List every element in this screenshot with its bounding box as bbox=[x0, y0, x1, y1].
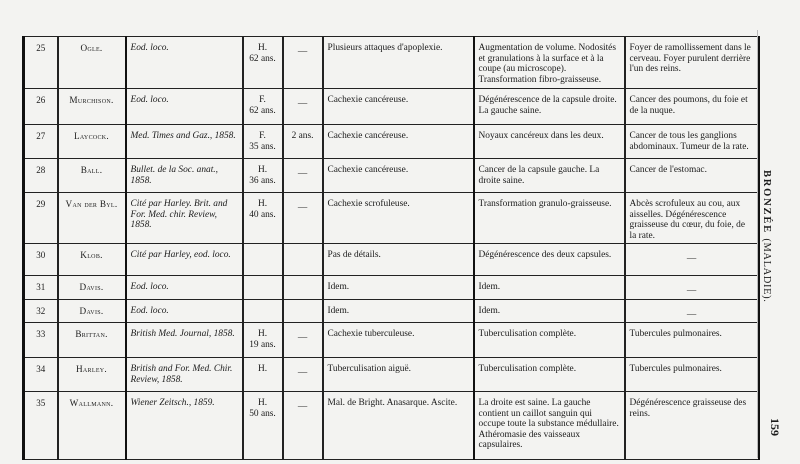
author-name-cell bbox=[58, 193, 126, 244]
source-reference-cell bbox=[126, 392, 243, 460]
other-lesions-text: Tubercules pulmonaires. bbox=[629, 364, 722, 375]
case-rows bbox=[24, 37, 759, 460]
symptoms-cell bbox=[323, 159, 474, 193]
source-reference-text: Eod. loco. bbox=[130, 282, 169, 293]
other-lesions-cell bbox=[625, 159, 759, 193]
author-name-cell bbox=[58, 159, 126, 193]
capsule-findings-cell bbox=[474, 125, 625, 159]
table-row bbox=[24, 37, 759, 89]
sex-age-cell bbox=[243, 159, 283, 193]
case-number-cell bbox=[24, 299, 58, 323]
duration-text: — bbox=[297, 402, 308, 413]
case-number-text: 31 bbox=[36, 282, 46, 293]
age-text: 62 ans. bbox=[249, 53, 276, 64]
case-number-text: 34 bbox=[36, 364, 46, 375]
symptoms-text: Cachexie cancéreuse. bbox=[327, 95, 409, 105]
source-reference-cell bbox=[126, 358, 243, 392]
other-lesions-text: Cancer des poumons, du foie et de la nuque. bbox=[629, 95, 748, 116]
capsule-findings-cell bbox=[474, 37, 625, 89]
symptoms-text: Cachexie cancéreuse. bbox=[327, 165, 409, 175]
age-text: 19 ans. bbox=[249, 339, 276, 350]
duration-cell bbox=[283, 299, 323, 323]
duration-cell bbox=[283, 125, 323, 159]
author-name-text: Van der Byl. bbox=[65, 199, 118, 209]
source-reference-text: Wiener Zeitsch., 1859. bbox=[130, 398, 215, 409]
source-reference-cell bbox=[126, 125, 243, 159]
duration-text: — bbox=[297, 169, 308, 179]
duration-cell bbox=[283, 159, 323, 193]
capsule-findings-cell bbox=[474, 299, 625, 323]
capsule-findings-text: Noyaux cancéreux dans les deux. bbox=[478, 131, 604, 141]
case-number-text: 27 bbox=[36, 131, 46, 141]
symptoms-text: Idem. bbox=[327, 305, 350, 316]
source-reference-text: Med. Times and Gaz., 1858. bbox=[130, 131, 236, 141]
case-number-text: 28 bbox=[36, 165, 46, 175]
age-text: 62 ans. bbox=[249, 105, 276, 116]
duration-cell bbox=[283, 89, 323, 125]
age-text: 36 ans. bbox=[249, 175, 276, 186]
duration-text: — bbox=[297, 333, 308, 344]
case-number-text: 32 bbox=[36, 305, 46, 316]
other-lesions-cell bbox=[625, 299, 759, 323]
author-name-text: Harley. bbox=[75, 364, 108, 375]
other-lesions-text: — bbox=[686, 286, 697, 297]
table-row bbox=[24, 193, 759, 244]
sex-age-cell bbox=[243, 244, 283, 276]
symptoms-cell bbox=[323, 89, 474, 125]
page-number: 159 bbox=[768, 418, 782, 436]
duration-cell bbox=[283, 392, 323, 460]
author-name-cell bbox=[58, 89, 126, 125]
sex-age-cell bbox=[243, 299, 283, 323]
duration-cell bbox=[283, 244, 323, 276]
other-lesions-text: Foyer de ramollissement dans le cerveau. Foyer purulent derrière l'un des reins. bbox=[629, 43, 751, 75]
source-reference-text: British and For. Med. Chir. Review, 1858. bbox=[130, 364, 233, 385]
age-text: 35 ans. bbox=[249, 141, 276, 152]
other-lesions-cell bbox=[625, 125, 759, 159]
author-name-text: Ball. bbox=[80, 165, 103, 175]
source-reference-text: Eod. loco. bbox=[130, 43, 169, 53]
capsule-findings-cell bbox=[474, 276, 625, 300]
source-reference-cell bbox=[126, 299, 243, 323]
other-lesions-cell bbox=[625, 193, 759, 244]
case-number-cell bbox=[24, 89, 58, 125]
author-name-text: Davis. bbox=[79, 305, 104, 316]
duration-cell bbox=[283, 323, 323, 358]
source-reference-cell bbox=[126, 244, 243, 276]
author-name-text: Klob. bbox=[80, 250, 103, 261]
case-number-cell bbox=[24, 244, 58, 276]
capsule-findings-cell bbox=[474, 193, 625, 244]
author-name-cell bbox=[58, 299, 126, 323]
case-number-cell bbox=[24, 392, 58, 460]
duration-text: 2 ans. bbox=[291, 131, 314, 141]
sex-text: H. bbox=[257, 165, 268, 175]
running-head-title: BRONZÉE bbox=[761, 170, 772, 234]
table-row bbox=[24, 244, 759, 276]
duration-text: — bbox=[297, 368, 308, 379]
symptoms-cell bbox=[323, 125, 474, 159]
source-reference-text: Cité par Harley. Brit. and For. Med. chir. Review, 1858. bbox=[130, 199, 228, 231]
page-edge-rule bbox=[757, 30, 758, 458]
case-table bbox=[22, 36, 760, 460]
other-lesions-cell bbox=[625, 276, 759, 300]
case-number-text: 25 bbox=[36, 43, 46, 53]
sex-age-cell bbox=[243, 276, 283, 300]
symptoms-cell bbox=[323, 193, 474, 244]
case-number-cell bbox=[24, 193, 58, 244]
case-number-text: 26 bbox=[36, 95, 46, 105]
case-number-text: 30 bbox=[36, 250, 46, 261]
author-name-cell bbox=[58, 37, 126, 89]
symptoms-text: Cachexie scrofuleuse. bbox=[327, 199, 410, 209]
capsule-findings-text: Dégénérescence de la capsule droite. La gauche saine. bbox=[478, 95, 617, 116]
sex-age-cell bbox=[243, 89, 283, 125]
duration-text: — bbox=[297, 47, 308, 57]
sex-age-cell bbox=[243, 392, 283, 460]
source-reference-text: Eod. loco. bbox=[130, 95, 169, 105]
duration-text: — bbox=[297, 203, 308, 213]
sex-text: F. bbox=[259, 131, 266, 141]
sex-age-cell bbox=[243, 37, 283, 89]
capsule-findings-text: Idem. bbox=[478, 282, 501, 293]
symptoms-cell bbox=[323, 276, 474, 300]
capsule-findings-text: Idem. bbox=[478, 305, 501, 316]
sex-text: H. bbox=[257, 398, 268, 409]
capsule-findings-cell bbox=[474, 244, 625, 276]
case-number-cell bbox=[24, 125, 58, 159]
symptoms-text: Cachexie cancéreuse. bbox=[327, 131, 409, 141]
capsule-findings-text: Tuberculisation complète. bbox=[478, 329, 577, 340]
author-name-text: Wallmann. bbox=[69, 398, 114, 409]
table-row bbox=[24, 392, 759, 460]
capsule-findings-text: Tuberculisation complète. bbox=[478, 364, 577, 375]
table-row bbox=[24, 159, 759, 193]
capsule-findings-text: Augmentation de volume. Nodosités et granulations à la surface et à la coupe (au microscope). Transformation fibro-graisseuse. bbox=[478, 43, 616, 85]
symptoms-text: Tuberculisation aiguë. bbox=[327, 364, 411, 375]
author-name-text: Brittan. bbox=[75, 329, 108, 340]
sex-text: H. bbox=[257, 329, 268, 340]
source-reference-cell bbox=[126, 37, 243, 89]
capsule-findings-cell bbox=[474, 392, 625, 460]
capsule-findings-cell bbox=[474, 358, 625, 392]
other-lesions-cell bbox=[625, 244, 759, 276]
capsule-findings-cell bbox=[474, 89, 625, 125]
duration-cell bbox=[283, 193, 323, 244]
table-row bbox=[24, 299, 759, 323]
author-name-text: Laycock. bbox=[73, 131, 110, 141]
symptoms-cell bbox=[323, 358, 474, 392]
source-reference-cell bbox=[126, 89, 243, 125]
sex-text: H. bbox=[257, 364, 268, 375]
symptoms-cell bbox=[323, 323, 474, 358]
case-number-text: 35 bbox=[36, 398, 46, 409]
source-reference-cell bbox=[126, 276, 243, 300]
sex-age-cell bbox=[243, 323, 283, 358]
symptoms-cell bbox=[323, 392, 474, 460]
capsule-findings-text: Dégénérescence des deux capsules. bbox=[478, 250, 612, 261]
duration-cell bbox=[283, 37, 323, 89]
case-number-text: 33 bbox=[36, 329, 46, 340]
other-lesions-text: — bbox=[686, 309, 697, 320]
sex-age-cell bbox=[243, 193, 283, 244]
sex-age-cell bbox=[243, 358, 283, 392]
source-reference-text: Eod. loco. bbox=[130, 305, 169, 316]
author-name-text: Murchison. bbox=[69, 95, 114, 105]
symptoms-text: Plusieurs attaques d'apoplexie. bbox=[327, 43, 443, 53]
capsule-findings-text: Cancer de la capsule gauche. La droite saine. bbox=[478, 165, 600, 186]
author-name-cell bbox=[58, 323, 126, 358]
other-lesions-text: Abcès scrofuleux au cou, aux aisselles. Dégénérescence graisseuse du cœur, du foie, de la rate. bbox=[629, 199, 745, 241]
duration-cell bbox=[283, 276, 323, 300]
source-reference-cell bbox=[126, 323, 243, 358]
capsule-findings-text: La droite est saine. La gauche contient un caillot sanguin qui occupe toute la substance médullaire. Athéromasie des vaisseaux capsulaires. bbox=[478, 398, 619, 451]
author-name-cell bbox=[58, 392, 126, 460]
other-lesions-cell bbox=[625, 392, 759, 460]
age-text: 50 ans. bbox=[249, 408, 276, 419]
duration-cell bbox=[283, 358, 323, 392]
running-head bbox=[761, 170, 772, 302]
author-name-text: Davis. bbox=[79, 282, 104, 293]
case-number-cell bbox=[24, 37, 58, 89]
author-name-cell bbox=[58, 244, 126, 276]
author-name-cell bbox=[58, 125, 126, 159]
age-text: 40 ans. bbox=[249, 209, 276, 220]
duration-text: — bbox=[297, 99, 308, 109]
source-reference-cell bbox=[126, 159, 243, 193]
symptoms-cell bbox=[323, 244, 474, 276]
case-number-text: 29 bbox=[36, 199, 46, 209]
case-number-cell bbox=[24, 358, 58, 392]
table-row bbox=[24, 276, 759, 300]
other-lesions-cell bbox=[625, 37, 759, 89]
source-reference-text: Bullet. de la Soc. anat., 1858. bbox=[130, 165, 218, 186]
other-lesions-cell bbox=[625, 323, 759, 358]
table-row bbox=[24, 89, 759, 125]
other-lesions-text: Dégénérescence graisseuse des reins. bbox=[629, 398, 747, 419]
other-lesions-text: Tubercules pulmonaires. bbox=[629, 329, 722, 340]
symptoms-cell bbox=[323, 299, 474, 323]
table-row bbox=[24, 358, 759, 392]
other-lesions-text: Cancer de l'estomac. bbox=[629, 165, 707, 175]
capsule-findings-text: Transformation granulo-graisseuse. bbox=[478, 199, 612, 209]
table-row bbox=[24, 125, 759, 159]
author-name-cell bbox=[58, 276, 126, 300]
source-reference-text: British Med. Journal, 1858. bbox=[130, 329, 235, 340]
sex-text: H. bbox=[257, 199, 268, 209]
symptoms-text: Mal. de Bright. Anasarque. Ascite. bbox=[327, 398, 458, 409]
capsule-findings-cell bbox=[474, 159, 625, 193]
case-number-cell bbox=[24, 276, 58, 300]
table-row bbox=[24, 323, 759, 358]
author-name-text: Ogle. bbox=[80, 43, 103, 53]
sex-text: H. bbox=[257, 43, 268, 53]
symptoms-cell bbox=[323, 37, 474, 89]
other-lesions-text: Cancer de tous les ganglions abdominaux. Tumeur de la rate. bbox=[629, 131, 749, 152]
author-name-cell bbox=[58, 358, 126, 392]
case-number-cell bbox=[24, 323, 58, 358]
source-reference-text: Cité par Harley, eod. loco. bbox=[130, 250, 231, 261]
sex-text: F. bbox=[259, 95, 266, 105]
capsule-findings-cell bbox=[474, 323, 625, 358]
other-lesions-cell bbox=[625, 358, 759, 392]
symptoms-text: Cachexie tuberculeuse. bbox=[327, 329, 415, 340]
running-head-subtitle: (MALADIE). bbox=[761, 238, 772, 303]
symptoms-text: Pas de détails. bbox=[327, 250, 381, 261]
symptoms-text: Idem. bbox=[327, 282, 350, 293]
case-number-cell bbox=[24, 159, 58, 193]
sex-age-cell bbox=[243, 125, 283, 159]
other-lesions-text: — bbox=[686, 254, 697, 265]
other-lesions-cell bbox=[625, 89, 759, 125]
source-reference-cell bbox=[126, 193, 243, 244]
